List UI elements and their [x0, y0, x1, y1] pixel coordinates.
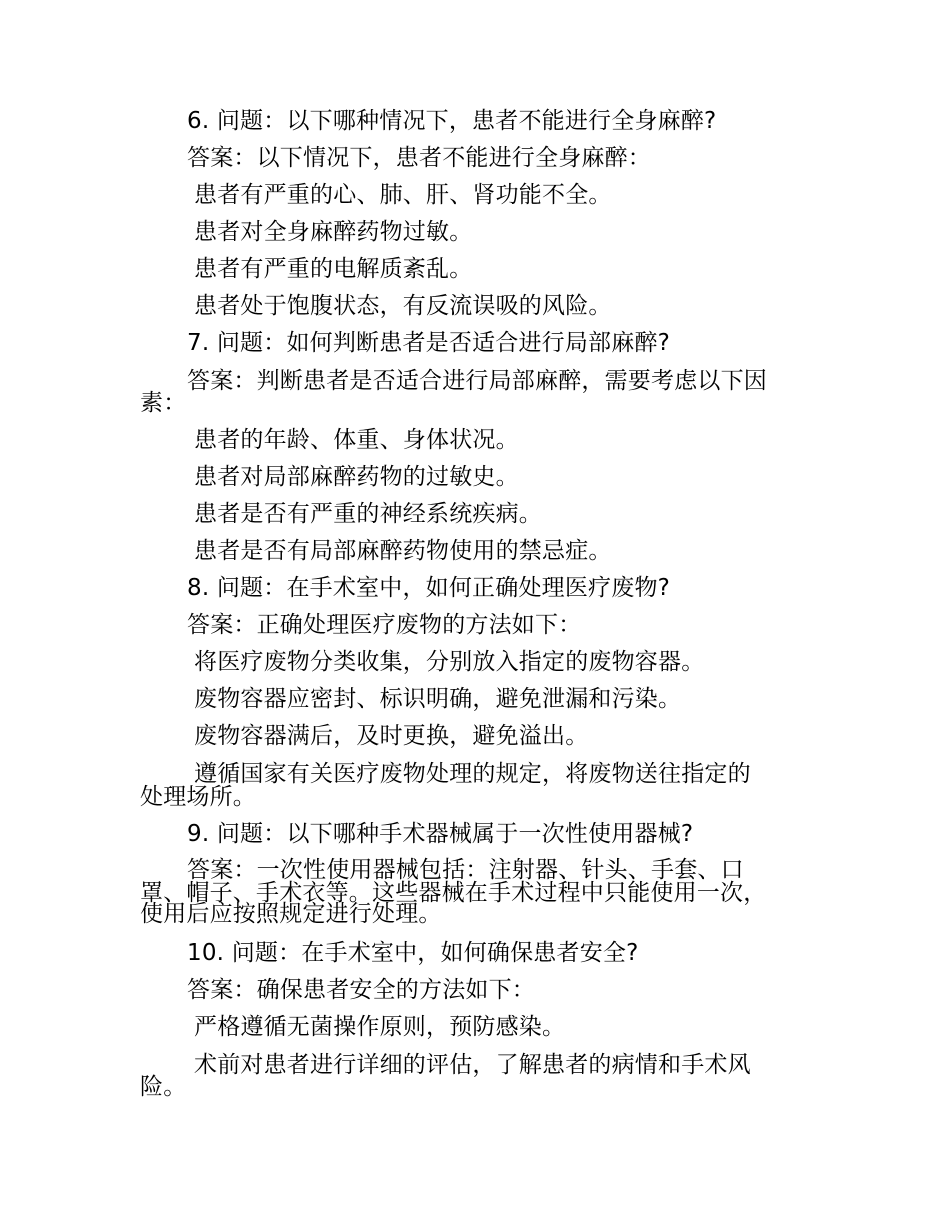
answer-9-line-1: 答案：一次性使用器械包括：注射器、针头、手套、口 [187, 857, 744, 883]
answer-6-item-1: 患者有严重的心、肺、肝、肾功能不全。 [194, 182, 612, 208]
answer-10-item-2: 术前对患者进行详细的评估，了解患者的病情和手术风 [194, 1052, 751, 1078]
answer-6-intro: 答案：以下情况下，患者不能进行全身麻醉： [187, 145, 651, 171]
answer-8-item-1: 将医疗废物分类收集，分别放入指定的废物容器。 [194, 649, 705, 675]
answer-10-intro: 答案：确保患者安全的方法如下： [187, 977, 535, 1003]
answer-8-intro: 答案：正确处理医疗废物的方法如下： [187, 612, 582, 638]
question-7: 7. 问题：如何判断患者是否适合进行局部麻醉? [187, 330, 671, 356]
answer-6-item-2: 患者对全身麻醉药物过敏。 [194, 219, 473, 245]
answer-9-line-3: 使用后应按照规定进行处理。 [140, 901, 442, 927]
answer-8-item-2: 废物容器应密封、标识明确，避免泄漏和污染。 [194, 686, 682, 712]
answer-10-item-1: 严格遵循无菌操作原则，预防感染。 [194, 1014, 566, 1040]
answer-6-item-3: 患者有严重的电解质紊乱。 [194, 256, 473, 282]
question-10: 10. 问题：在手术室中，如何确保患者安全? [187, 940, 639, 966]
answer-7-item-2: 患者对局部麻醉药物的过敏史。 [194, 464, 519, 490]
answer-8-item-4: 遵循国家有关医疗废物处理的规定，将废物送往指定的 [194, 761, 751, 787]
question-9: 9. 问题：以下哪种手术器械属于一次性使用器械? [187, 821, 694, 847]
answer-7-item-3: 患者是否有严重的神经系统疾病。 [194, 501, 542, 527]
question-8: 8. 问题：在手术室中，如何正确处理医疗废物? [187, 575, 671, 601]
answer-7-intro: 答案：判断患者是否适合进行局部麻醉，需要考虑以下因 [187, 368, 767, 394]
question-6: 6. 问题：以下哪种情况下，患者不能进行全身麻醉? [187, 108, 717, 134]
answer-7-item-4: 患者是否有局部麻醉药物使用的禁忌症。 [194, 538, 612, 564]
answer-6-item-4: 患者处于饱腹状态，有反流误吸的风险。 [194, 293, 612, 319]
answer-8-item-4-continued: 处理场所。 [140, 784, 256, 810]
answer-9-line-2: 罩、帽子、手术衣等。这些器械在手术过程中只能使用一次， [140, 880, 767, 906]
answer-8-item-3: 废物容器满后，及时更换，避免溢出。 [194, 723, 589, 749]
answer-10-item-2-continued: 险。 [140, 1074, 187, 1100]
answer-7-item-1: 患者的年龄、体重、身体状况。 [194, 427, 519, 453]
answer-7-intro-continued: 素： [140, 390, 187, 416]
